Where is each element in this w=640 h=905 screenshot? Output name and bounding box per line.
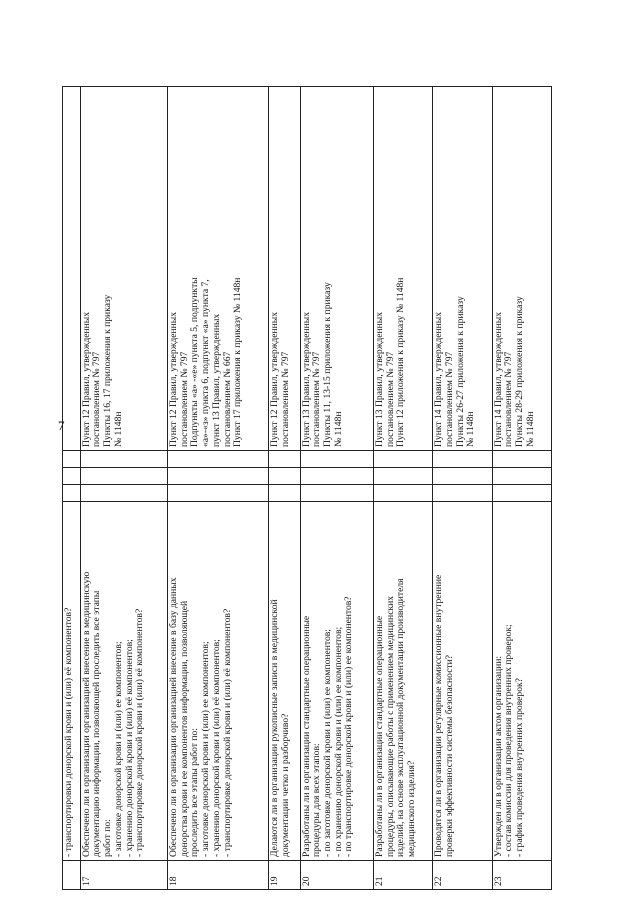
question-line: - по транспортировке донорской крови и (или) ее компонентов? (343, 596, 355, 857)
answer-na-cell (433, 451, 492, 468)
question-line: изделий, на основе эксплуатационной документации производителя (395, 578, 407, 857)
question-line: Разработаны ли в организации стандартные операционные (373, 615, 385, 857)
reference-cell (492, 87, 551, 451)
answer-yes-cell (433, 485, 492, 502)
question-cell (167, 502, 268, 861)
question-line: процедуры, описывающие работы с применением медицинских (384, 595, 396, 857)
question-line: Делаются ли в организации рукописные записи в медицинской (268, 599, 280, 857)
checklist-table-body (63, 87, 552, 890)
question-line: донорства крови и ее компонентов информации, позволяющей (178, 600, 190, 857)
question-line: медицинского изделия? (406, 760, 417, 857)
answer-yes-cell (63, 485, 81, 502)
reference-line: постановлением № 797 (384, 351, 396, 447)
question-line: - состав комиссии для проведения внутренних проверок; (503, 624, 515, 857)
reference-line: Пункт 12 Правил, утвержденных (167, 311, 179, 447)
reference-line: Пункт 12 Правил, утвержденных (80, 311, 92, 447)
question-line: Утвержден ли в организации актом организации: (492, 655, 504, 857)
answer-na-cell (80, 451, 167, 468)
question-line: проверки эффективности системы безопасности? (443, 654, 455, 857)
answer-yes-cell (492, 485, 551, 502)
reference-cell (80, 87, 167, 451)
checklist-table-rotated (62, 86, 552, 890)
answer-na-cell (300, 451, 373, 468)
reference-line: постановлением № 797 (443, 351, 455, 447)
question-line: - по заготовке донорской крови и (или) ее компонентов; (322, 629, 333, 857)
reference-line: № 1148н (112, 411, 124, 447)
question-line: - транспортировке донорской крови и (или) её компонентов? (221, 608, 233, 857)
reference-line: Пункты 16, 17 приложения к приказу (102, 294, 114, 447)
reference-cell (300, 87, 373, 451)
reference-line: Пункт 13 Правил, утвержденных (300, 311, 312, 447)
question-cell (80, 502, 167, 861)
row-number-text: 21 (373, 876, 385, 886)
reference-line: № 1148н (524, 411, 536, 447)
question-line: Обеспечено ли в организации организацией внесение в базу данных (167, 577, 179, 857)
question-line: - по хранению донорской крови и (или) ее компонентов; (332, 626, 344, 857)
reference-line: постановлением № 797 (503, 351, 515, 447)
row-number (268, 861, 300, 890)
row-number (167, 861, 268, 890)
question-line: процедуры для всех этапов: (311, 743, 323, 857)
answer-no-cell (492, 468, 551, 485)
reference-cell (268, 87, 300, 451)
row-number-text: 23 (492, 876, 504, 886)
reference-line: постановлением № 797 (279, 351, 291, 447)
reference-line: Пункт 13 Правил, утвержденных (373, 311, 385, 447)
reference-line: Пункты 26-27 приложения к приказу (454, 296, 466, 447)
question-line: документацию информации, позволяющей проследить все этапы (91, 590, 103, 857)
answer-na-cell (167, 451, 268, 468)
question-line: Проводятся ли в организации регулярные комиссионные внутренние (433, 574, 445, 857)
question-line: Разработаны ли в организации стандартные операционные (300, 615, 312, 857)
answer-yes-cell (268, 485, 300, 502)
table-row (63, 87, 81, 890)
reference-line: № 1148н (332, 411, 344, 447)
question-cell (433, 502, 492, 861)
question-line: работ по: (102, 819, 114, 857)
reference-cell (433, 87, 492, 451)
question-line: - транспортировке донорской крови и (или) её компонентов? (134, 608, 146, 857)
reference-cell (63, 87, 81, 451)
answer-no-cell (80, 468, 167, 485)
row-number-text: 20 (300, 876, 312, 886)
question-line: Обеспечено ли в организации организацией внесение в медицинскую (80, 571, 92, 857)
question-line: - хранению донорской крови и (или) её компонентов; (123, 639, 135, 857)
row-number (492, 861, 551, 890)
reference-line: Пункт 14 Правил, утвержденных (433, 311, 445, 447)
row-number (300, 861, 373, 890)
answer-na-cell (373, 451, 432, 468)
row-number-text: 18 (167, 876, 179, 886)
answer-na-cell (492, 451, 551, 468)
row-number-text: 19 (268, 876, 280, 886)
reference-line: пункт 13 Правил, утвержденных (210, 313, 222, 447)
table-row (433, 87, 492, 890)
checklist-table (62, 86, 552, 890)
question-cell (63, 502, 81, 861)
reference-line: постановлением № 797 (311, 351, 323, 447)
answer-no-cell (373, 468, 432, 485)
answer-yes-cell (373, 485, 432, 502)
table-row (167, 87, 268, 890)
question-cell (268, 502, 300, 861)
reference-line: Пункт 12 Правил, утвержденных (268, 311, 280, 447)
reference-line: Пункт 14 Правил, утвержденных (492, 311, 504, 447)
question-line: проследить все этапы работ по: (189, 728, 201, 857)
reference-line: Пункты 11, 13-15 приложения к приказу (322, 282, 333, 447)
question-cell (300, 502, 373, 861)
question-line: документации четко и разборчиво? (279, 713, 291, 857)
answer-yes-cell (167, 485, 268, 502)
row-number-text: 22 (433, 876, 445, 886)
table-row (268, 87, 300, 890)
reference-cell (167, 87, 268, 451)
table-row (80, 87, 167, 890)
reference-line: «а»-«з» пункта 6, подпункт «а» пункта 7, (200, 279, 212, 447)
row-number (433, 861, 492, 890)
table-row (492, 87, 551, 890)
question-line: - заготовке донорской крови и (или) ее компонентов; (200, 641, 212, 857)
answer-no-cell (433, 468, 492, 485)
reference-line: № 1148н (465, 411, 477, 447)
row-number (63, 861, 81, 890)
reference-line: постановлением № 797 (91, 351, 103, 447)
reference-line: Подпункты «а» -«е» пункта 5, подпункты (189, 277, 201, 447)
reference-line: постановлением № 667 (221, 351, 233, 447)
answer-yes-cell (80, 485, 167, 502)
reference-line: Пункт 17 приложения к приказу № 1148н (232, 277, 244, 447)
reference-cell (373, 87, 432, 451)
answer-no-cell (167, 468, 268, 485)
answer-yes-cell (300, 485, 373, 502)
question-line: - транспортировки донорской крови и (или) её компонентов? (63, 607, 74, 857)
row-number (80, 861, 167, 890)
page-number: 7 (58, 418, 65, 433)
question-line: - заготовке донорской крови и (или) ее компонентов; (112, 641, 124, 857)
answer-no-cell (63, 468, 81, 485)
answer-no-cell (300, 468, 373, 485)
answer-na-cell (63, 451, 81, 468)
row-number (373, 861, 432, 890)
reference-line: постановлением № 797 (178, 351, 190, 447)
question-line: - график проведения внутренних проверок? (514, 678, 526, 857)
table-row (300, 87, 373, 890)
answer-na-cell (268, 451, 300, 468)
table-row (373, 87, 432, 890)
question-line: - хранению донорской крови и (или) её компонентов; (210, 639, 222, 857)
reference-line: Пункты 28-29 приложения к приказу (514, 296, 526, 447)
row-number-text: 17 (80, 876, 92, 886)
answer-no-cell (268, 468, 300, 485)
question-cell (373, 502, 432, 861)
reference-line: Пункт 12 приложения к приказу № 1148н (395, 277, 407, 447)
question-cell (492, 502, 551, 861)
